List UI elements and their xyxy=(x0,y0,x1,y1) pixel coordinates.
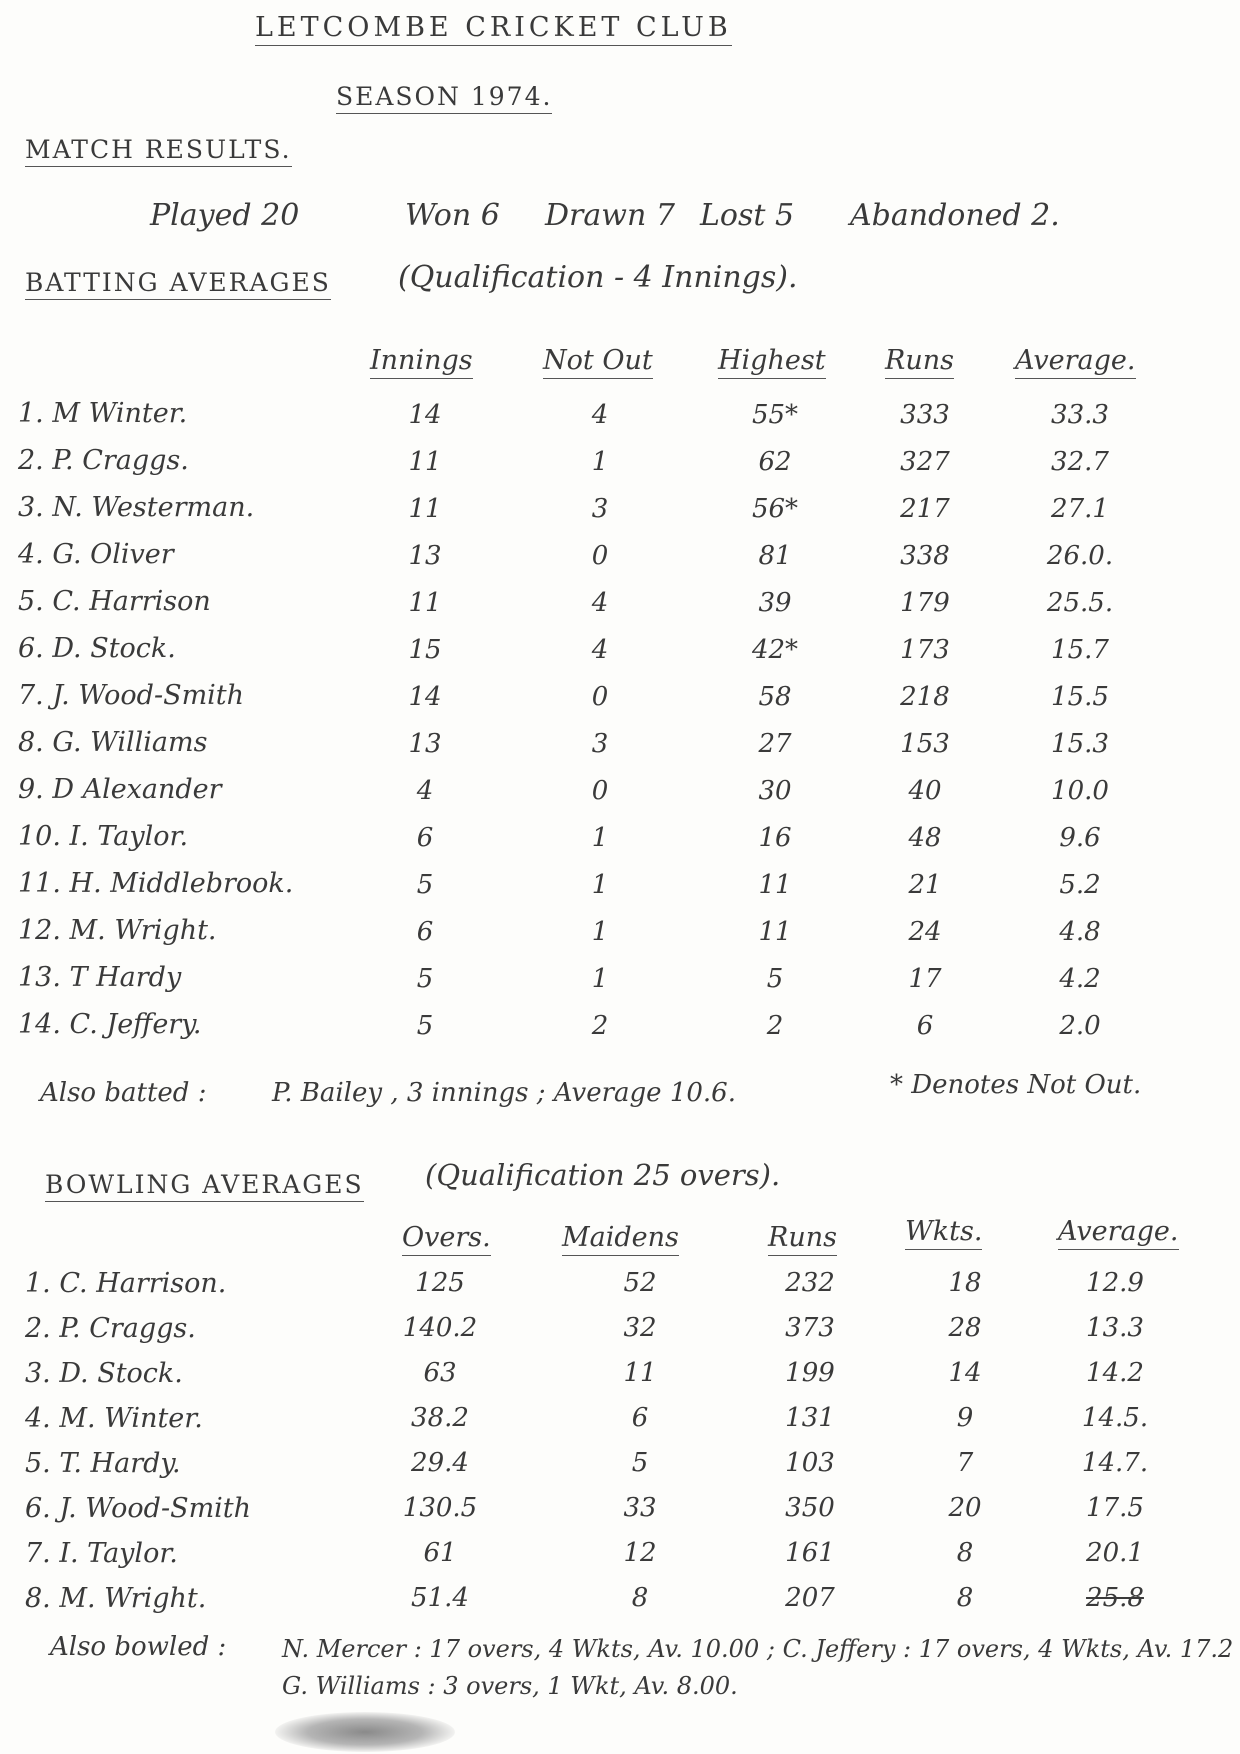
bowling-overs-cell: 63 xyxy=(423,1358,457,1388)
bowling-col-maidens: Maidens xyxy=(562,1222,679,1256)
batting-player-name: 4. G. Oliver xyxy=(18,539,174,570)
match-abandoned: Abandoned 2. xyxy=(850,198,1060,233)
also-batted-label: Also batted : xyxy=(40,1078,207,1108)
batting-runs-cell: 327 xyxy=(900,447,950,477)
batting-not-out-cell: 4 xyxy=(591,400,609,430)
batting-innings-cell: 11 xyxy=(408,494,442,524)
bowling-player-name: 7. I. Taylor. xyxy=(25,1538,178,1569)
batting-runs-cell: 153 xyxy=(900,729,950,759)
batting-not-out-cell: 1 xyxy=(591,823,609,853)
bowling-runs-cell: 103 xyxy=(785,1448,835,1478)
batting-not-out-cell: 1 xyxy=(591,917,609,947)
batting-highest-cell: 16 xyxy=(758,823,792,853)
bowling-col-runs: Runs xyxy=(768,1222,837,1256)
batting-col-highest: Highest xyxy=(718,345,826,379)
batting-col-innings: Innings xyxy=(370,345,473,379)
bowling-maidens-cell: 52 xyxy=(623,1268,657,1298)
batting-innings-cell: 5 xyxy=(416,964,434,994)
bowling-overs-cell: 29.4 xyxy=(411,1448,469,1478)
batting-average-cell: 15.7 xyxy=(1051,635,1109,665)
batting-highest-cell: 27 xyxy=(758,729,792,759)
bowling-player-name: 2. P. Craggs. xyxy=(25,1313,196,1344)
bowling-average-cell: 14.2 xyxy=(1086,1358,1144,1388)
match-played: Played 20 xyxy=(150,198,300,233)
batting-runs-cell: 338 xyxy=(900,541,950,571)
batting-innings-cell: 13 xyxy=(408,729,442,759)
match-drawn: Drawn 7 xyxy=(545,198,675,233)
batting-runs-cell: 6 xyxy=(916,1011,934,1041)
batting-not-out-cell: 0 xyxy=(591,776,609,806)
batting-average-cell: 15.5 xyxy=(1051,682,1109,712)
bowling-overs-cell: 125 xyxy=(415,1268,465,1298)
bowling-wkts-cell: 20 xyxy=(948,1493,982,1523)
bowling-wkts-cell: 28 xyxy=(948,1313,982,1343)
batting-player-name: 12. M. Wright. xyxy=(18,915,217,946)
batting-average-cell: 5.2 xyxy=(1059,870,1101,900)
bowling-runs-cell: 373 xyxy=(785,1313,835,1343)
bowling-average-cell: 14.7. xyxy=(1081,1448,1149,1478)
batting-innings-cell: 15 xyxy=(408,635,442,665)
bowling-col-overs: Overs. xyxy=(402,1222,491,1256)
bowling-maidens-cell: 11 xyxy=(623,1358,657,1388)
batting-average-cell: 32.7 xyxy=(1051,447,1109,477)
batting-average-cell: 2.0 xyxy=(1059,1011,1101,1041)
batting-not-out-cell: 1 xyxy=(591,447,609,477)
bowling-average-cell: 13.3 xyxy=(1086,1313,1144,1343)
bowling-maidens-cell: 5 xyxy=(631,1448,649,1478)
batting-highest-cell: 11 xyxy=(758,870,792,900)
batting-highest-cell: 81 xyxy=(758,541,792,571)
batting-runs-cell: 17 xyxy=(908,964,942,994)
match-lost: Lost 5 xyxy=(700,198,795,233)
batting-innings-cell: 14 xyxy=(408,682,442,712)
bowling-runs-cell: 350 xyxy=(785,1493,835,1523)
batting-average-cell: 26.0. xyxy=(1046,541,1114,571)
bowling-qualification: (Qualification 25 overs). xyxy=(425,1158,781,1192)
batting-highest-cell: 55* xyxy=(751,400,799,430)
batting-qualification: (Qualification - 4 Innings). xyxy=(398,260,798,295)
ink-smudge xyxy=(275,1712,455,1752)
bowling-wkts-cell: 8 xyxy=(956,1583,974,1613)
bowling-maidens-cell: 32 xyxy=(623,1313,657,1343)
bowling-average-cell: 17.5 xyxy=(1086,1493,1144,1523)
batting-innings-cell: 5 xyxy=(416,1011,434,1041)
batting-player-name: 8. G. Williams xyxy=(18,727,208,758)
bowling-wkts-cell: 14 xyxy=(948,1358,982,1388)
batting-not-out-cell: 1 xyxy=(591,870,609,900)
bowling-wkts-cell: 7 xyxy=(956,1448,974,1478)
bowling-runs-cell: 199 xyxy=(785,1358,835,1388)
batting-not-out-cell: 3 xyxy=(591,494,609,524)
batting-innings-cell: 14 xyxy=(408,400,442,430)
batting-innings-cell: 4 xyxy=(416,776,434,806)
batting-runs-cell: 333 xyxy=(900,400,950,430)
also-bowled-line-2: G. Williams : 3 overs, 1 Wkt, Av. 8.00. xyxy=(282,1672,738,1700)
batting-player-name: 2. P. Craggs. xyxy=(18,445,189,476)
batting-player-name: 9. D Alexander xyxy=(18,774,222,805)
season-title: SEASON 1974. xyxy=(336,82,552,114)
bowling-overs-cell: 51.4 xyxy=(411,1583,469,1613)
batting-highest-cell: 30 xyxy=(758,776,792,806)
batting-not-out-cell: 0 xyxy=(591,541,609,571)
batting-player-name: 6. D. Stock. xyxy=(18,633,176,664)
batting-innings-cell: 13 xyxy=(408,541,442,571)
bowling-col-wkts: Wkts. xyxy=(905,1216,982,1250)
batting-player-name: 1. M Winter. xyxy=(18,398,188,429)
bowling-runs-cell: 131 xyxy=(785,1403,835,1433)
batting-average-cell: 4.8 xyxy=(1059,917,1101,947)
club-title: LETCOMBE CRICKET CLUB xyxy=(255,12,732,46)
batting-highest-cell: 58 xyxy=(758,682,792,712)
bowling-overs-cell: 38.2 xyxy=(411,1403,469,1433)
bowling-player-name: 1. C. Harrison. xyxy=(25,1268,227,1299)
batting-average-cell: 10.0 xyxy=(1051,776,1109,806)
match-won: Won 6 xyxy=(405,198,500,233)
bowling-runs-cell: 161 xyxy=(785,1538,835,1568)
batting-not-out-cell: 2 xyxy=(591,1011,609,1041)
batting-highest-cell: 42* xyxy=(751,635,799,665)
batting-average-cell: 15.3 xyxy=(1051,729,1109,759)
bowling-wkts-cell: 9 xyxy=(956,1403,974,1433)
batting-average-cell: 25.5. xyxy=(1046,588,1114,618)
bowling-average-cell: 25.8 xyxy=(1086,1583,1144,1613)
batting-innings-cell: 11 xyxy=(408,447,442,477)
bowling-maidens-cell: 12 xyxy=(623,1538,657,1568)
bowling-maidens-cell: 6 xyxy=(631,1403,649,1433)
batting-col-not-out: Not Out xyxy=(543,345,653,379)
not-out-note: * Denotes Not Out. xyxy=(890,1070,1142,1100)
batting-player-name: 7. J. Wood-Smith xyxy=(18,680,245,711)
batting-not-out-cell: 4 xyxy=(591,588,609,618)
batting-player-name: 5. C. Harrison xyxy=(18,586,211,617)
also-batted-text: P. Bailey , 3 innings ; Average 10.6. xyxy=(272,1078,736,1108)
batting-player-name: 3. N. Westerman. xyxy=(18,492,255,523)
batting-innings-cell: 11 xyxy=(408,588,442,618)
batting-player-name: 11. H. Middlebrook. xyxy=(18,868,294,899)
also-bowled-label: Also bowled : xyxy=(50,1632,227,1662)
batting-runs-cell: 217 xyxy=(900,494,950,524)
batting-averages-heading: BATTING AVERAGES xyxy=(25,268,331,300)
batting-average-cell: 27.1 xyxy=(1051,494,1109,524)
bowling-wkts-cell: 8 xyxy=(956,1538,974,1568)
bowling-player-name: 6. J. Wood-Smith xyxy=(25,1493,252,1524)
batting-highest-cell: 62 xyxy=(758,447,792,477)
bowling-average-cell: 14.5. xyxy=(1081,1403,1149,1433)
bowling-overs-cell: 130.5 xyxy=(402,1493,478,1523)
bowling-maidens-cell: 33 xyxy=(623,1493,657,1523)
batting-player-name: 13. T Hardy xyxy=(18,962,182,993)
also-bowled-line-1: N. Mercer : 17 overs, 4 Wkts, Av. 10.00 ; C. Jeffery : 17 overs, 4 Wkts, Av. 17.2 xyxy=(282,1635,1234,1663)
batting-not-out-cell: 0 xyxy=(591,682,609,712)
batting-runs-cell: 218 xyxy=(900,682,950,712)
batting-average-cell: 9.6 xyxy=(1059,823,1101,853)
batting-innings-cell: 5 xyxy=(416,870,434,900)
batting-runs-cell: 21 xyxy=(908,870,942,900)
bowling-maidens-cell: 8 xyxy=(631,1583,649,1613)
bowling-overs-cell: 140.2 xyxy=(402,1313,478,1343)
batting-not-out-cell: 1 xyxy=(591,964,609,994)
batting-average-cell: 33.3 xyxy=(1051,400,1109,430)
bowling-average-cell: 12.9 xyxy=(1086,1268,1144,1298)
batting-innings-cell: 6 xyxy=(416,917,434,947)
batting-runs-cell: 24 xyxy=(908,917,942,947)
batting-runs-cell: 48 xyxy=(908,823,942,853)
batting-runs-cell: 40 xyxy=(908,776,942,806)
batting-col-runs: Runs xyxy=(885,345,954,379)
batting-highest-cell: 56* xyxy=(751,494,799,524)
bowling-player-name: 8. M. Wright. xyxy=(25,1583,207,1614)
batting-col-average: Average. xyxy=(1015,345,1136,379)
batting-innings-cell: 6 xyxy=(416,823,434,853)
bowling-col-average: Average. xyxy=(1058,1216,1179,1250)
batting-runs-cell: 173 xyxy=(900,635,950,665)
bowling-runs-cell: 232 xyxy=(785,1268,835,1298)
batting-highest-cell: 39 xyxy=(758,588,792,618)
bowling-player-name: 3. D. Stock. xyxy=(25,1358,183,1389)
bowling-player-name: 4. M. Winter. xyxy=(25,1403,203,1434)
bowling-overs-cell: 61 xyxy=(423,1538,457,1568)
batting-not-out-cell: 4 xyxy=(591,635,609,665)
batting-highest-cell: 5 xyxy=(766,964,784,994)
bowling-averages-heading: BOWLING AVERAGES xyxy=(45,1170,364,1202)
batting-highest-cell: 2 xyxy=(766,1011,784,1041)
bowling-average-cell: 20.1 xyxy=(1086,1538,1144,1568)
match-results-heading: MATCH RESULTS. xyxy=(25,135,292,167)
batting-average-cell: 4.2 xyxy=(1059,964,1101,994)
batting-player-name: 14. C. Jeffery. xyxy=(18,1009,202,1040)
batting-player-name: 10. I. Taylor. xyxy=(18,821,189,852)
batting-not-out-cell: 3 xyxy=(591,729,609,759)
bowling-runs-cell: 207 xyxy=(785,1583,835,1613)
batting-highest-cell: 11 xyxy=(758,917,792,947)
bowling-wkts-cell: 18 xyxy=(948,1268,982,1298)
bowling-player-name: 5. T. Hardy. xyxy=(25,1448,181,1479)
batting-runs-cell: 179 xyxy=(900,588,950,618)
